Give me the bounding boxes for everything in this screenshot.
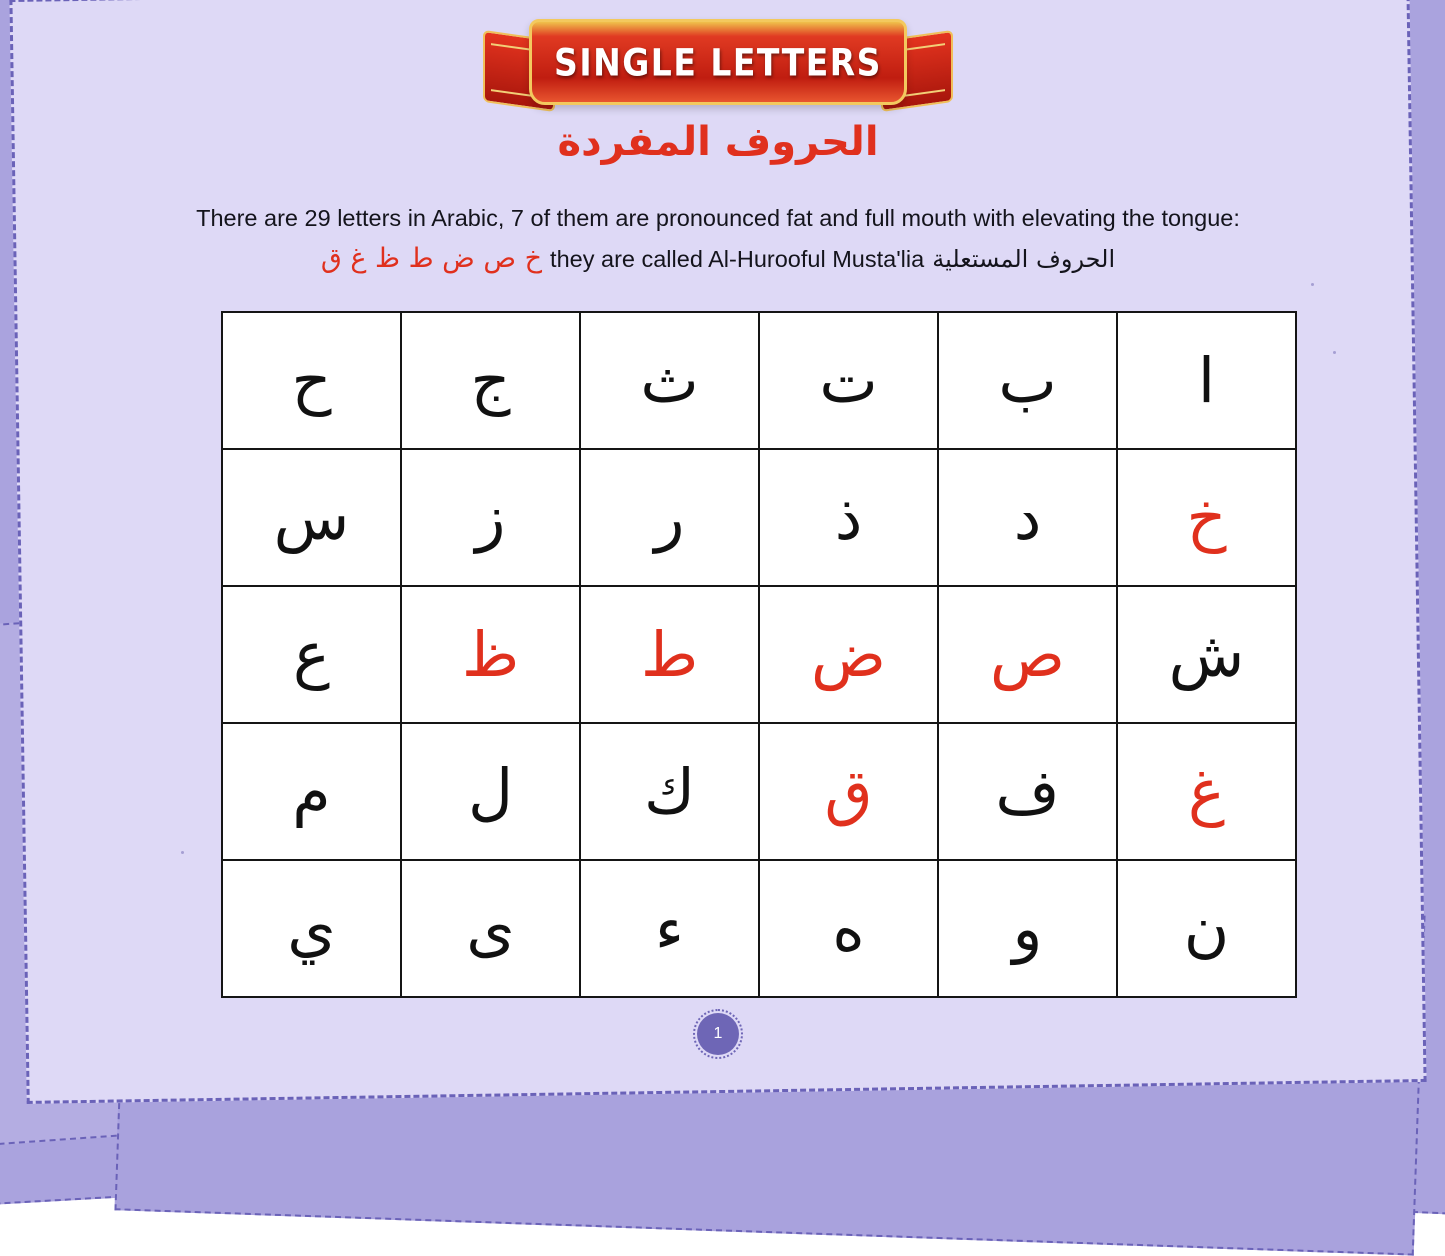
page-number-badge: 1 — [697, 1013, 739, 1055]
mustalia-letters: خ ص ض ط ظ غ ق — [320, 243, 543, 274]
letter-cell: ز — [401, 449, 580, 586]
letter-cell: ا — [1117, 312, 1296, 449]
letter-cell: ف — [938, 723, 1117, 860]
table-row — [222, 586, 1296, 723]
letter-cell: ث — [580, 312, 759, 449]
table-row — [222, 860, 1296, 997]
banner — [21, 19, 1415, 123]
intro-line-2 — [21, 243, 1415, 274]
letter-cell: ى — [401, 860, 580, 997]
arabic-heading: الحروف المفردة — [557, 119, 879, 165]
letter-cell-highlighted: ق — [759, 723, 938, 860]
letter-cell: م — [222, 723, 401, 860]
table-row — [222, 312, 1296, 449]
intro-line-2-english: they are called Al-Hurooful Musta'lia — [550, 246, 925, 272]
letter-cell: س — [222, 449, 401, 586]
letter-cell-highlighted: ص — [938, 586, 1117, 723]
letter-cell: ر — [580, 449, 759, 586]
letter-cell: ي — [222, 860, 401, 997]
paper-speck — [181, 851, 184, 854]
letter-cell: ت — [759, 312, 938, 449]
letter-cell-highlighted: غ — [1117, 723, 1296, 860]
letter-cell: ج — [401, 312, 580, 449]
letter-cell: و — [938, 860, 1117, 997]
letter-cell: د — [938, 449, 1117, 586]
letter-cell: ح — [222, 312, 401, 449]
worksheet-page — [9, 0, 1426, 1104]
mustalia-arabic-name: الحروف المستعلية — [932, 244, 1116, 273]
letter-cell: ء — [580, 860, 759, 997]
paper-speck — [1311, 283, 1314, 286]
ribbon-graphic — [483, 19, 953, 123]
letter-cell-highlighted: ط — [580, 586, 759, 723]
letter-cell: ش — [1117, 586, 1296, 723]
letter-cell: ل — [401, 723, 580, 860]
letter-cell: ذ — [759, 449, 938, 586]
letter-cell: ن — [1117, 860, 1296, 997]
letter-cell-highlighted: ظ — [401, 586, 580, 723]
letter-cell-highlighted: ض — [759, 586, 938, 723]
arabic-letters-table — [221, 311, 1297, 998]
banner-title: SINGLE LETTERS — [554, 40, 882, 84]
letter-cell: ه — [759, 860, 938, 997]
letter-cell: ك — [580, 723, 759, 860]
table-row — [222, 723, 1296, 860]
intro-line-1: There are 29 letters in Arabic, 7 of them are pronounced fat and full mouth with elevating the tongue: — [196, 205, 1240, 231]
letter-cell-highlighted: خ — [1117, 449, 1296, 586]
paper-speck — [1333, 351, 1336, 354]
ribbon-band — [529, 19, 907, 105]
letter-cell: ع — [222, 586, 401, 723]
letter-cell: ب — [938, 312, 1117, 449]
table-row — [222, 449, 1296, 586]
